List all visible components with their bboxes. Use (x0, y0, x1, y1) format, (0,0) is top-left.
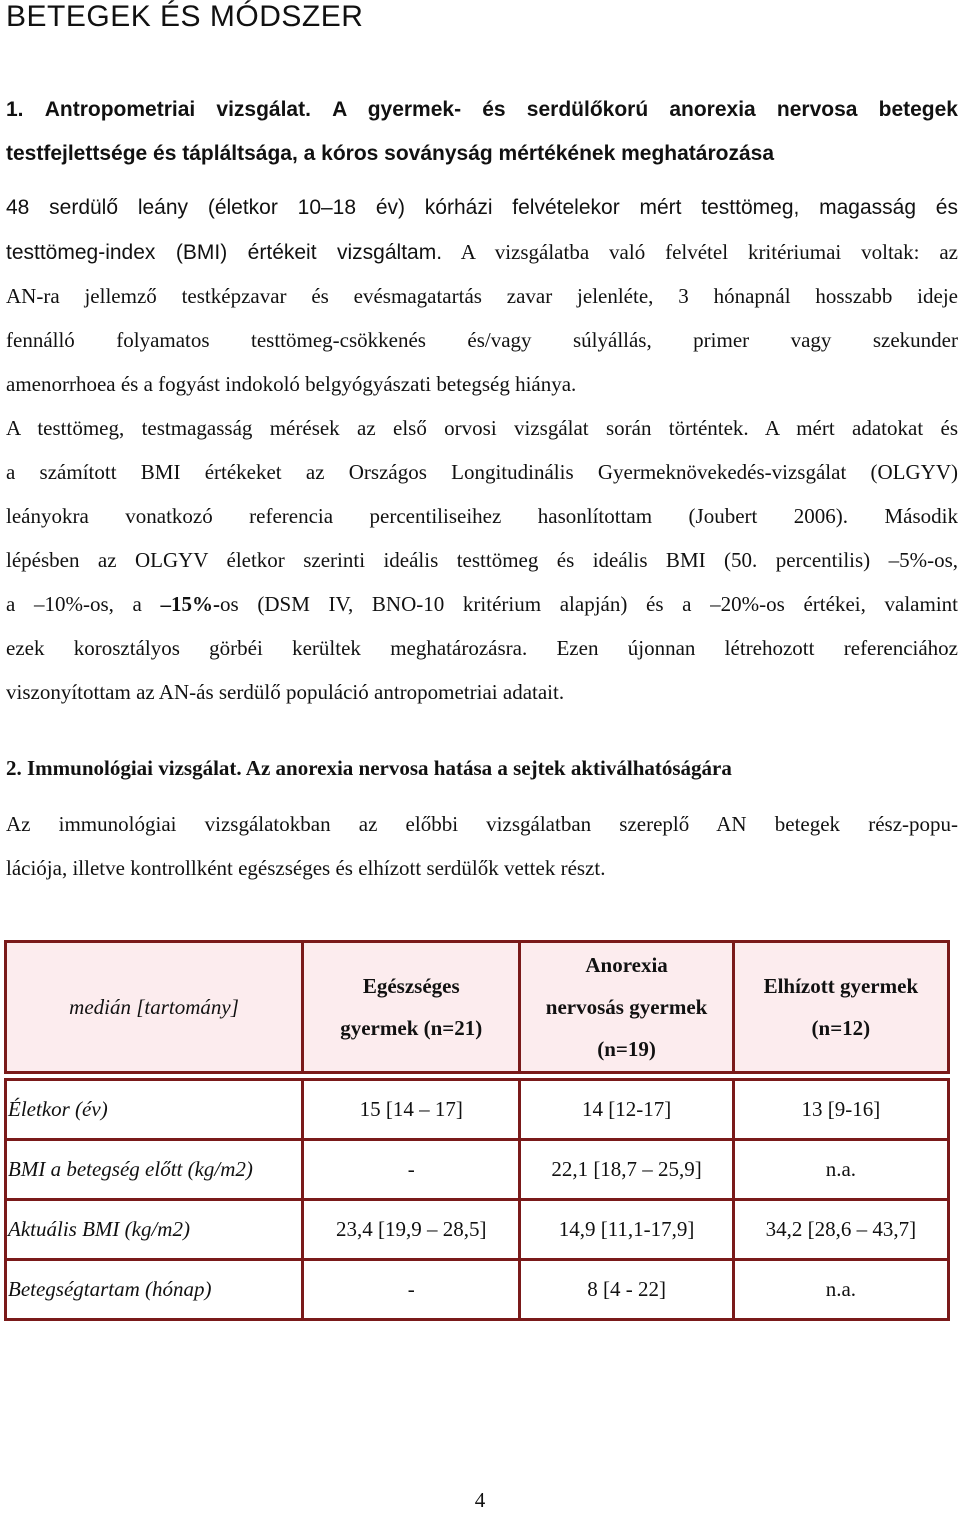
section2-line: lációja, illetve kontrollként egészséges és elhízott serdülők vettek részt. (6, 856, 606, 880)
table-cell: n.a. (733, 1140, 948, 1200)
table-header-line: nervosás gyermek (545, 995, 708, 1019)
section1-line: ezek korosztályos görbéi kerültek meghatározásra. Ezen újonnan létrehozott referenciához (6, 636, 958, 660)
table-header-line: Egészséges (362, 974, 460, 998)
section1-line: lépésben az OLGYV életkor szerinti ideális testtömeg és ideális BMI (50. percentilis) –5%-os, (6, 548, 958, 572)
table-row-label: Életkor (év) (6, 1080, 303, 1140)
section2-line: Az immunológiai vizsgálatokban az előbbi vizsgálatban szereplő AN betegek rész-popu- (6, 812, 958, 836)
table-cell: 14 [12-17] (520, 1080, 733, 1140)
table-header-healthy (303, 942, 520, 1073)
table-row (6, 1080, 949, 1140)
table-cell: 22,1 [18,7 – 25,9] (520, 1140, 733, 1200)
table-header-line: Elhízott gyermek (763, 974, 919, 998)
section1-line: AN-ra jellemző testképzavar és evésmagatartás zavar jelenléte, 3 hónapnál hosszabb ideje (6, 284, 958, 308)
table-cell: 23,4 [19,9 – 28,5] (303, 1200, 520, 1260)
table-cell: 34,2 [28,6 – 43,7] (733, 1200, 948, 1260)
section1-line-tail: os (DSM IV, BNO-10 kritérium alapján) és a –20%-os értékei, valamint (220, 592, 958, 616)
section2-body (6, 802, 958, 890)
table-cell: 8 [4 - 22] (520, 1260, 733, 1320)
table-header-anorexia (520, 942, 733, 1073)
section1-title: Antropometriai vizsgálat. (44, 98, 311, 121)
page-number: 4 (474, 1488, 486, 1512)
table-header-row (6, 942, 949, 1073)
section2-subtitle: Az anorexia nervosa hatása a sejtek aktiválhatóságára (245, 756, 732, 780)
section1-line: fennálló folyamatos testtömeg-csökkenés és/vagy súlyállás, primer vagy szekunder (6, 328, 958, 352)
table-spacer (6, 1073, 949, 1080)
results-table (4, 940, 950, 1321)
table-header-obese (733, 942, 948, 1073)
table-row (6, 1200, 949, 1260)
section1-header (6, 88, 958, 176)
section1-body (6, 186, 958, 714)
table-cell: - (303, 1140, 520, 1200)
table-cell: 14,9 [11,1-17,9] (520, 1200, 733, 1260)
table-spacer-cell (6, 1073, 949, 1080)
table-cell: - (303, 1260, 520, 1320)
table-row (6, 1140, 949, 1200)
section1-number: 1. (6, 98, 24, 121)
section1-line-tail: A vizsgálatba való felvétel kritériumai voltak: az (460, 240, 958, 264)
section2-title: Immunológiai vizsgálat. (27, 756, 242, 780)
table-row-label: Aktuális BMI (kg/m2) (6, 1200, 303, 1260)
section1-line: 48 serdülő leány (életkor 10–18 év) kórházi felvételekor mért testtömeg, magasság és (6, 196, 958, 219)
table-cell: n.a. (733, 1260, 948, 1320)
table-corner-cell: medián [tartomány] (6, 942, 303, 1073)
table-header-line: gyermek (n=21) (340, 1016, 483, 1040)
section1-line-head: a –10%-os, a (6, 592, 161, 616)
table-row (6, 1260, 949, 1320)
table-header-line: Anorexia (585, 953, 668, 977)
section1-line (6, 230, 958, 274)
section1-line: a számított BMI értékeket az Országos Longitudinális Gyermeknövekedés-vizsgálat (OLGYV) (6, 460, 958, 484)
section1-line: viszonyítottam az AN-ás serdülő populáció antropometriai adatait. (6, 680, 565, 704)
table-row-label: Betegségtartam (hónap) (6, 1260, 303, 1320)
table-cell: 13 [9-16] (733, 1080, 948, 1140)
section2-header-line (6, 746, 958, 790)
section1-subtitle-line2: testfejlettsége és tápláltsága, a kóros soványság mértékének meghatározása (6, 142, 775, 165)
section1-line: A testtömeg, testmagasság mérések az első orvosi vizsgálat során történtek. A mért adatokat és (6, 416, 958, 440)
section1-subtitle-line1: A gyermek- és serdülőkorú anorexia nervosa betegek (332, 98, 958, 121)
table-header-line: (n=12) (811, 1016, 871, 1040)
section2-number: 2. (6, 756, 22, 780)
table-cell: 15 [14 – 17] (303, 1080, 520, 1140)
table-header-line: (n=19) (597, 1037, 656, 1061)
section1-line-head: testtömeg-index (BMI) értékeit vizsgáltam. (6, 241, 443, 264)
section1-line-bold: –15%- (160, 592, 221, 616)
page-heading: BETEGEK ÉS MÓDSZER (6, 0, 364, 33)
section1-line: leányokra vonatkozó referencia percentiliseihez hasonlítottam (Joubert 2006). Második (6, 504, 958, 528)
section1-line: amenorrhoea és a fogyást indokoló belgyógyászati betegség hiánya. (6, 372, 577, 396)
section1-line (6, 582, 958, 626)
table-row-label: BMI a betegség előtt (kg/m2) (6, 1140, 303, 1200)
section1-header-line1 (6, 88, 958, 132)
section2-header (6, 746, 958, 790)
